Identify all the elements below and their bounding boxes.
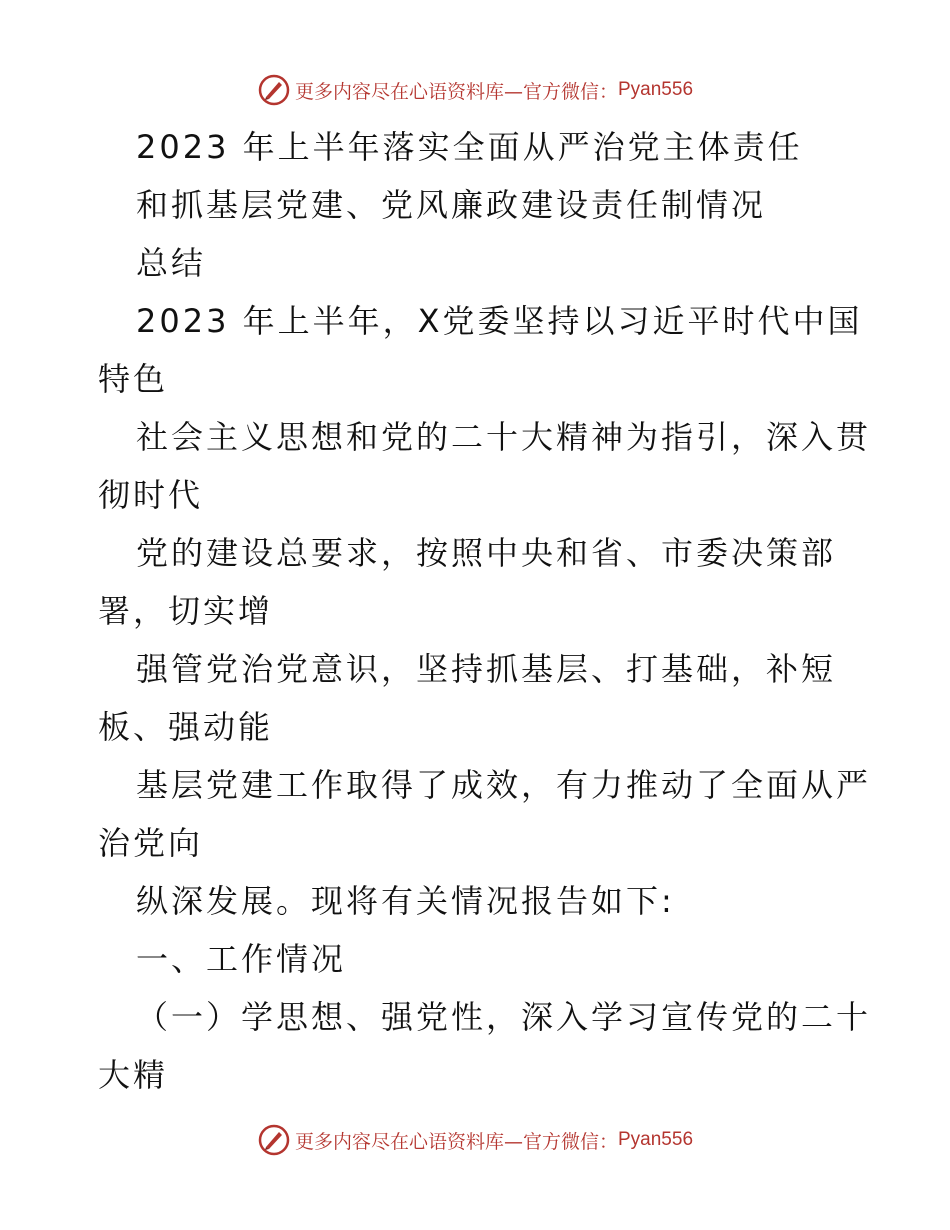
paragraph-line: 社会主义思想和党的二十大精神为指引，深入贯 [136, 418, 872, 456]
paragraph-line: 大精 [98, 1056, 169, 1094]
paragraph-line: 纵深发展。现将有关情况报告如下: [136, 882, 675, 920]
paragraph-line: 基层党建工作取得了成效，有力推动了全面从严 [136, 766, 872, 804]
paragraph-line: 强管党治党意识，坚持抓基层、打基础，补短 [136, 650, 837, 688]
header-watermark-text: 更多内容尽在心语资料库—官方微信： [294, 80, 618, 103]
document-body [98, 118, 878, 1104]
paragraph-line: 特色 [98, 360, 169, 398]
footer-watermark [0, 1120, 950, 1160]
header-watermark-id: Pyan556 [618, 79, 694, 100]
title-line-3: 总结 [136, 244, 207, 282]
paragraph-line: 治党向 [98, 824, 204, 862]
footer-watermark-id: Pyan556 [618, 1129, 694, 1150]
paragraph-line: 板、强动能 [98, 708, 274, 746]
paragraph-line: 署，切实增 [98, 592, 274, 630]
quill-seal-icon [257, 73, 291, 107]
quill-seal-icon [257, 1123, 291, 1157]
title-line-2: 和抓基层党建、党风廉政建设责任制情况 [136, 186, 767, 224]
paragraph-line: 2023 年上半年，X党委坚持以习近平时代中国 [136, 302, 863, 340]
title-line-1: 2023 年上半年落实全面从严治党主体责任 [136, 128, 803, 166]
footer-watermark-text: 更多内容尽在心语资料库—官方微信： [294, 1130, 618, 1153]
section-heading: 一、工作情况 [136, 940, 347, 978]
subsection-heading: （一）学思想、强党性，深入学习宣传党的二十 [136, 998, 872, 1036]
paragraph-line: 彻时代 [98, 476, 204, 514]
paragraph-line: 党的建设总要求，按照中央和省、市委决策部 [136, 534, 837, 572]
header-watermark [0, 70, 950, 110]
